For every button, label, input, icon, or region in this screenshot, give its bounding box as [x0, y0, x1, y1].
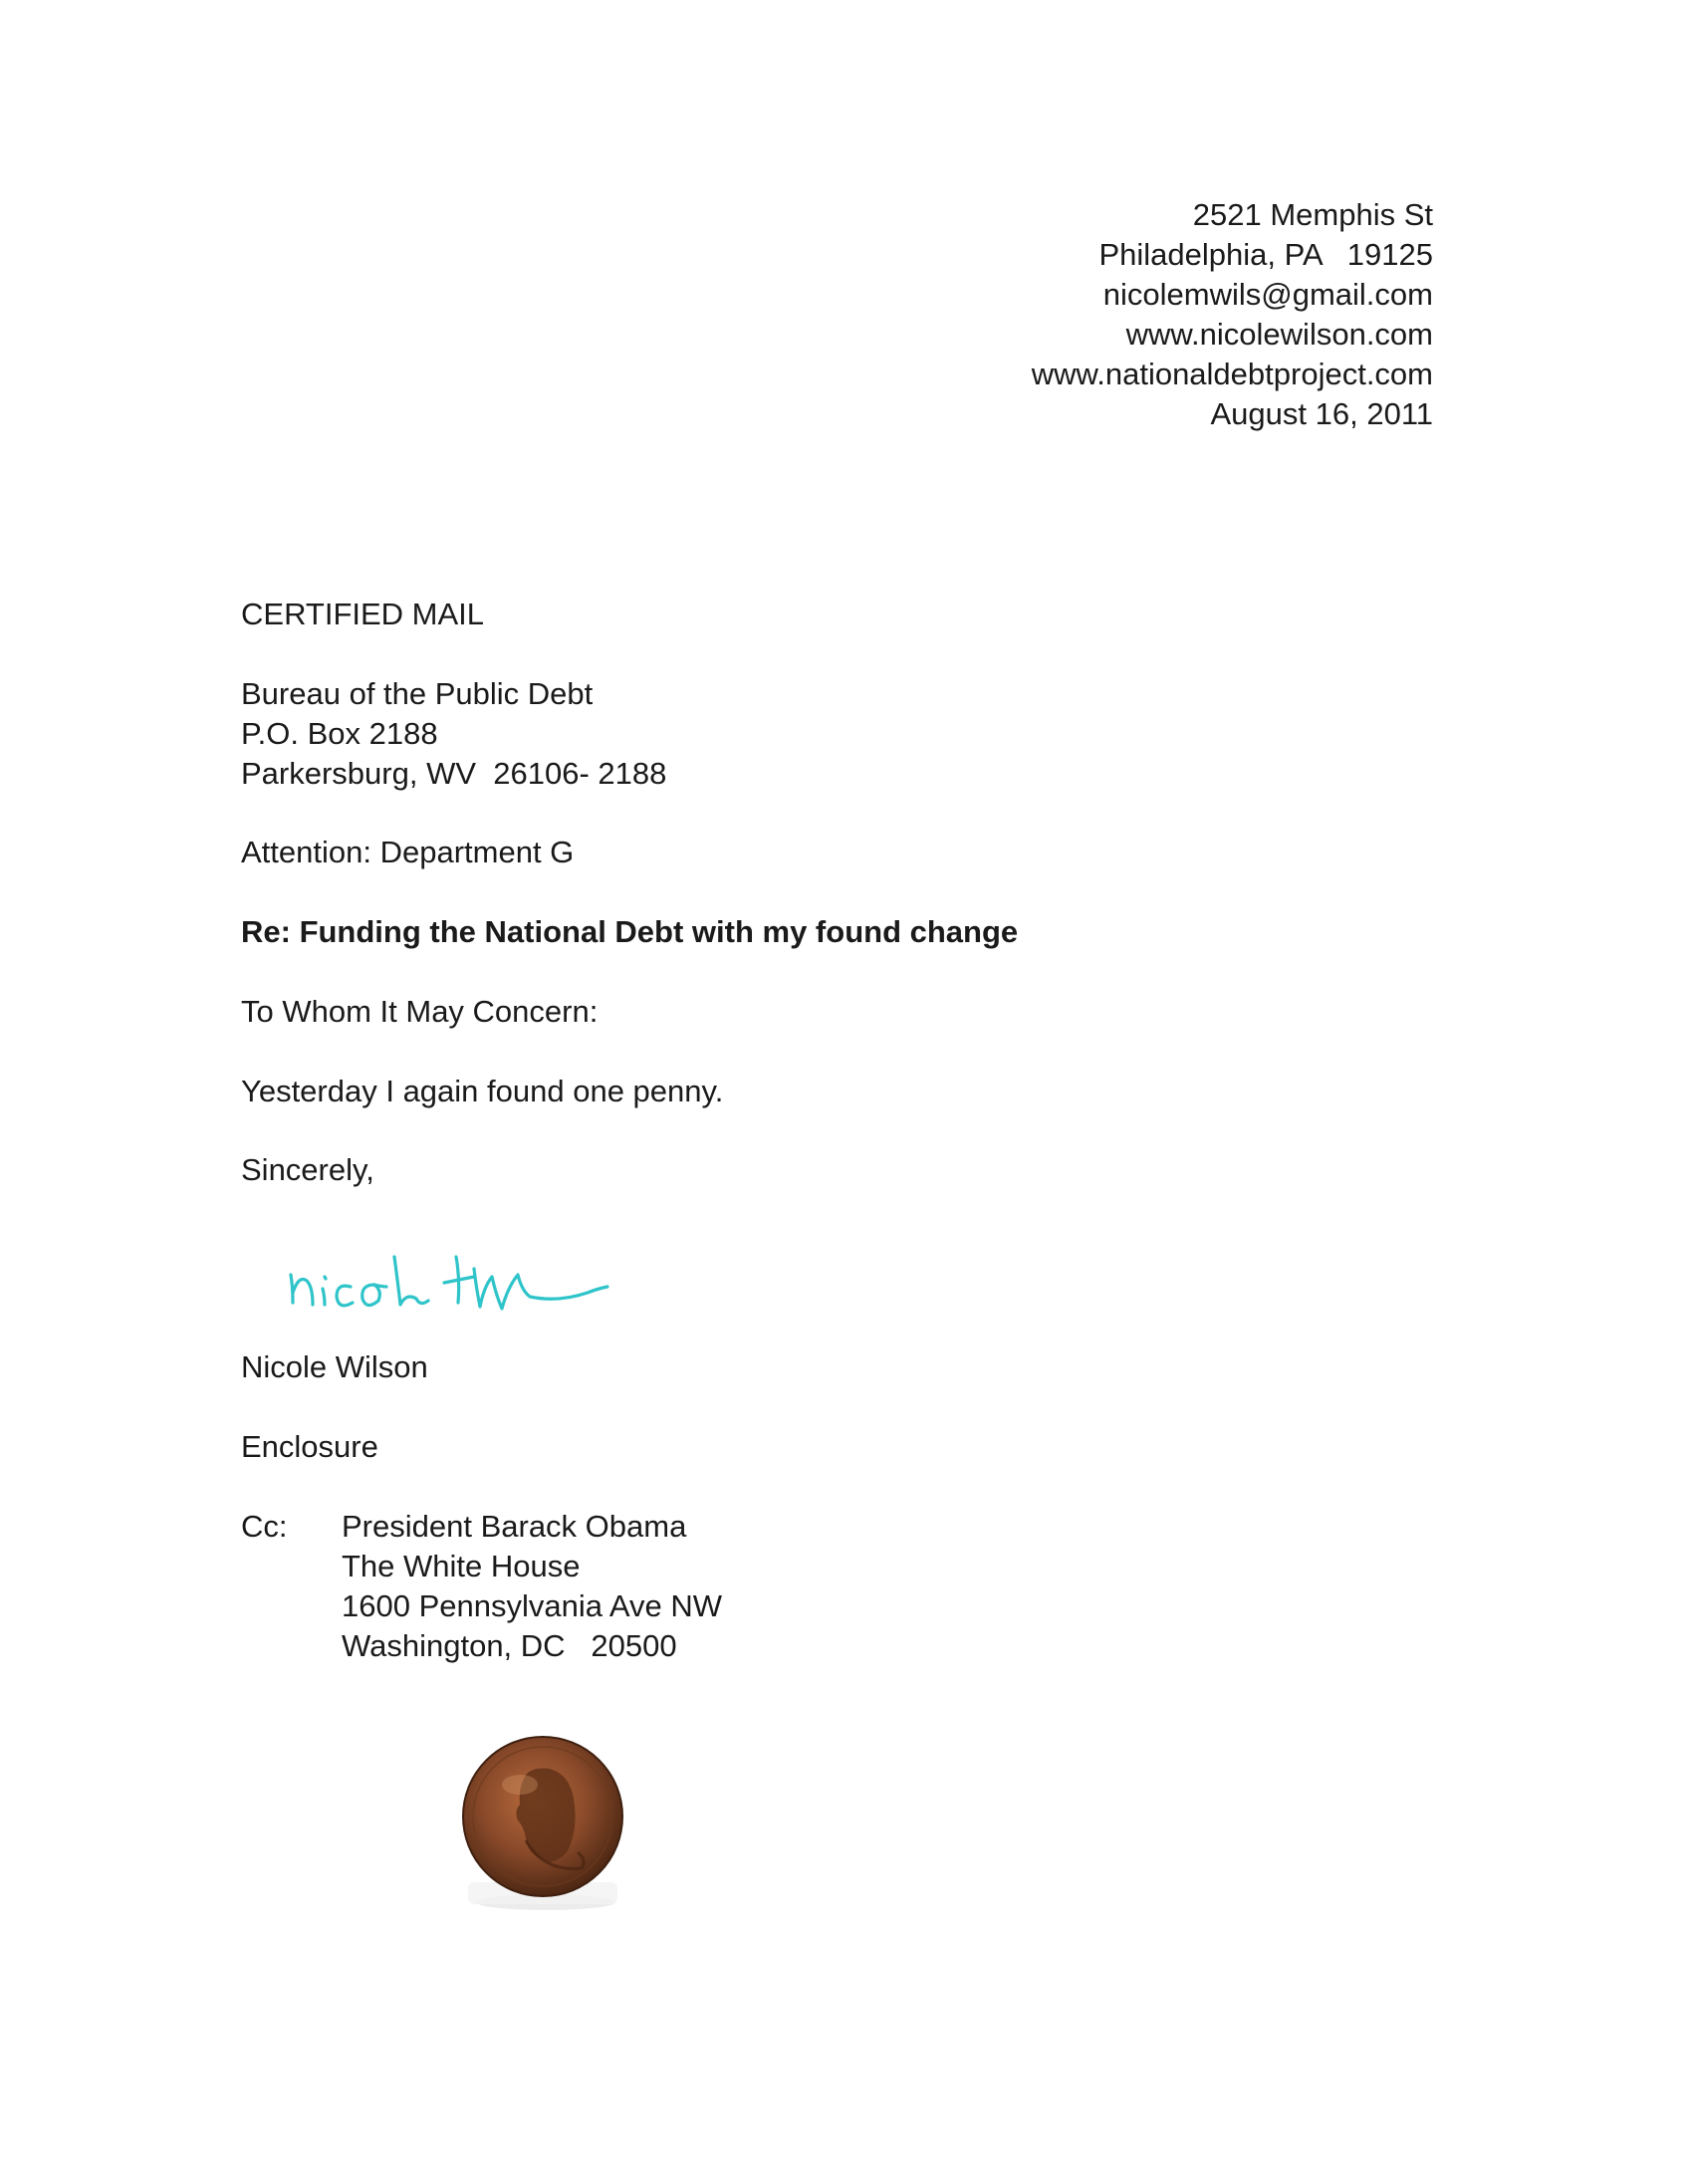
cc-line: The White House: [342, 1549, 581, 1583]
salutation: To Whom It May Concern:: [241, 994, 599, 1029]
subject-line: Re: Funding the National Debt with my found change: [241, 914, 1019, 949]
signer-name: Nicole Wilson: [241, 1349, 428, 1384]
sender-street: 2521 Memphis St: [1192, 197, 1433, 232]
recipient-city-line: Parkersburg, WV 26106- 2188: [241, 756, 667, 791]
mail-type: CERTIFIED MAIL: [241, 597, 485, 631]
handwritten-signature: [279, 1217, 757, 1336]
message-body: Yesterday I again found one penny.: [241, 1074, 724, 1108]
attention-line: Attention: Department G: [241, 835, 575, 869]
recipient-po-box: P.O. Box 2188: [241, 716, 438, 751]
letter-date: August 16, 2011: [1210, 396, 1433, 431]
penny-image: [458, 1733, 627, 1912]
cc-label: Cc:: [241, 1509, 288, 1544]
closing: Sincerely,: [241, 1152, 374, 1187]
sender-address-block: [1032, 195, 1433, 434]
enclosure-notation: Enclosure: [241, 1429, 378, 1464]
cc-line: Washington, DC 20500: [342, 1628, 677, 1663]
sender-email: nicolemwils@gmail.com: [1102, 277, 1433, 312]
sender-website-2: www.nationaldebtproject.com: [1031, 357, 1433, 391]
sender-website-1: www.nicolewilson.com: [1125, 317, 1433, 352]
sender-city-line: Philadelphia, PA 19125: [1098, 237, 1433, 272]
cc-line: 1600 Pennsylvania Ave NW: [342, 1588, 722, 1623]
recipient-address-block: [241, 674, 666, 794]
recipient-name: Bureau of the Public Debt: [241, 676, 594, 711]
cc-line: President Barack Obama: [342, 1509, 687, 1544]
cc-recipient-block: [342, 1507, 722, 1666]
penny-highlight: [502, 1775, 538, 1795]
